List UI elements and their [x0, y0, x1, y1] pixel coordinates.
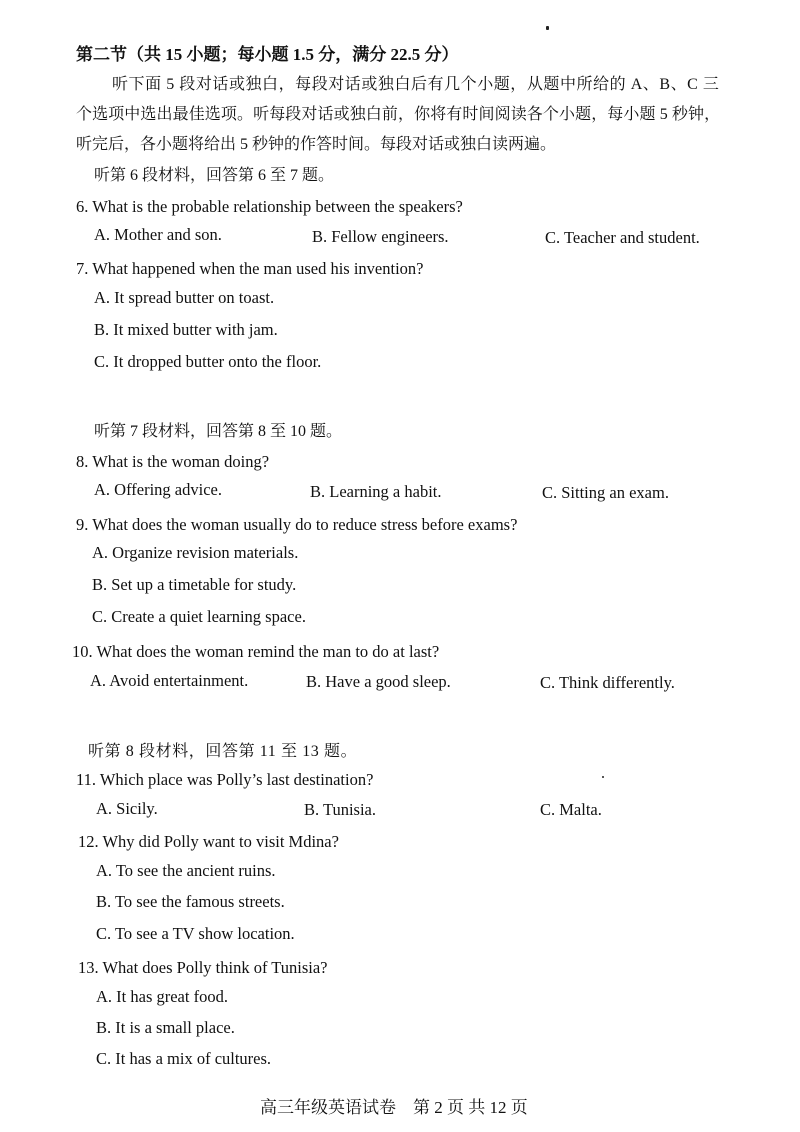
option-c: C. To see a TV show location. — [96, 924, 295, 943]
question-stem: 11. Which place was Polly’s last destination? — [76, 770, 374, 789]
option-c: C. Sitting an exam. — [542, 483, 669, 502]
option-a: A. Organize revision materials. — [92, 543, 299, 562]
section-title: 第二节（共 15 小题；每小题 1.5 分，满分 22.5 分） — [76, 45, 459, 64]
question-stem: 9. What does the woman usually do to reduce stress before exams? — [76, 515, 518, 534]
option-a: A. Sicily. — [96, 799, 158, 818]
option-b: B. It mixed butter with jam. — [94, 320, 278, 339]
scan-speck — [602, 776, 604, 778]
option-c: C. It dropped butter onto the floor. — [94, 352, 322, 371]
instruction-line-1: 听下面 5 段对话或独白，每段对话或独白后有几个小题，从题中所给的 A、B、C 三 — [112, 76, 720, 93]
option-b: B. It is a small place. — [96, 1018, 235, 1037]
instruction-line-2: 个选项中选出最佳选项。听每段对话或独白前，你将有时间阅读各个小题，每小题 5 秒钟， — [76, 106, 721, 123]
page-footer: 高三年级英语试卷 第 2 页 共 12 页 — [260, 1098, 528, 1117]
option-b: B. Set up a timetable for study. — [92, 575, 297, 594]
option-a: A. Avoid entertainment. — [90, 671, 249, 690]
option-c: C. Malta. — [540, 800, 602, 819]
option-c: C. It has a mix of cultures. — [96, 1049, 272, 1068]
option-a: A. Mother and son. — [94, 225, 222, 244]
option-b: B. Have a good sleep. — [306, 672, 451, 691]
option-a: A. It has great food. — [96, 987, 228, 1006]
option-c: C. Think differently. — [540, 673, 675, 692]
option-b: B. Tunisia. — [304, 800, 376, 819]
scan-speck — [546, 26, 549, 30]
question-stem: 12. Why did Polly want to visit Mdina? — [78, 832, 339, 851]
option-a: A. Offering advice. — [94, 480, 222, 499]
question-stem: 7. What happened when the man used his invention? — [76, 259, 424, 278]
option-a: A. It spread butter on toast. — [94, 288, 275, 307]
question-stem: 10. What does the woman remind the man to do at last? — [72, 642, 440, 661]
option-b: B. Fellow engineers. — [312, 227, 449, 246]
question-stem: 8. What is the woman doing? — [76, 452, 270, 471]
option-b: B. Learning a habit. — [310, 482, 442, 501]
group-heading: 听第 7 段材料，回答第 8 至 10 题。 — [94, 423, 343, 440]
option-b: B. To see the famous streets. — [96, 892, 285, 911]
group-heading: 听第 6 段材料，回答第 6 至 7 题。 — [94, 167, 335, 184]
question-stem: 6. What is the probable relationship between the speakers? — [76, 197, 463, 216]
instruction-line-3: 听完后，各小题将给出 5 秒钟的作答时间。每段对话或独白读两遍。 — [76, 136, 557, 153]
option-a: A. To see the ancient ruins. — [96, 861, 276, 880]
option-c: C. Teacher and student. — [545, 228, 700, 247]
group-heading: 听第 8 段材料，回答第 11 至 13 题。 — [88, 743, 358, 760]
question-stem: 13. What does Polly think of Tunisia? — [78, 958, 328, 977]
option-c: C. Create a quiet learning space. — [92, 607, 306, 626]
